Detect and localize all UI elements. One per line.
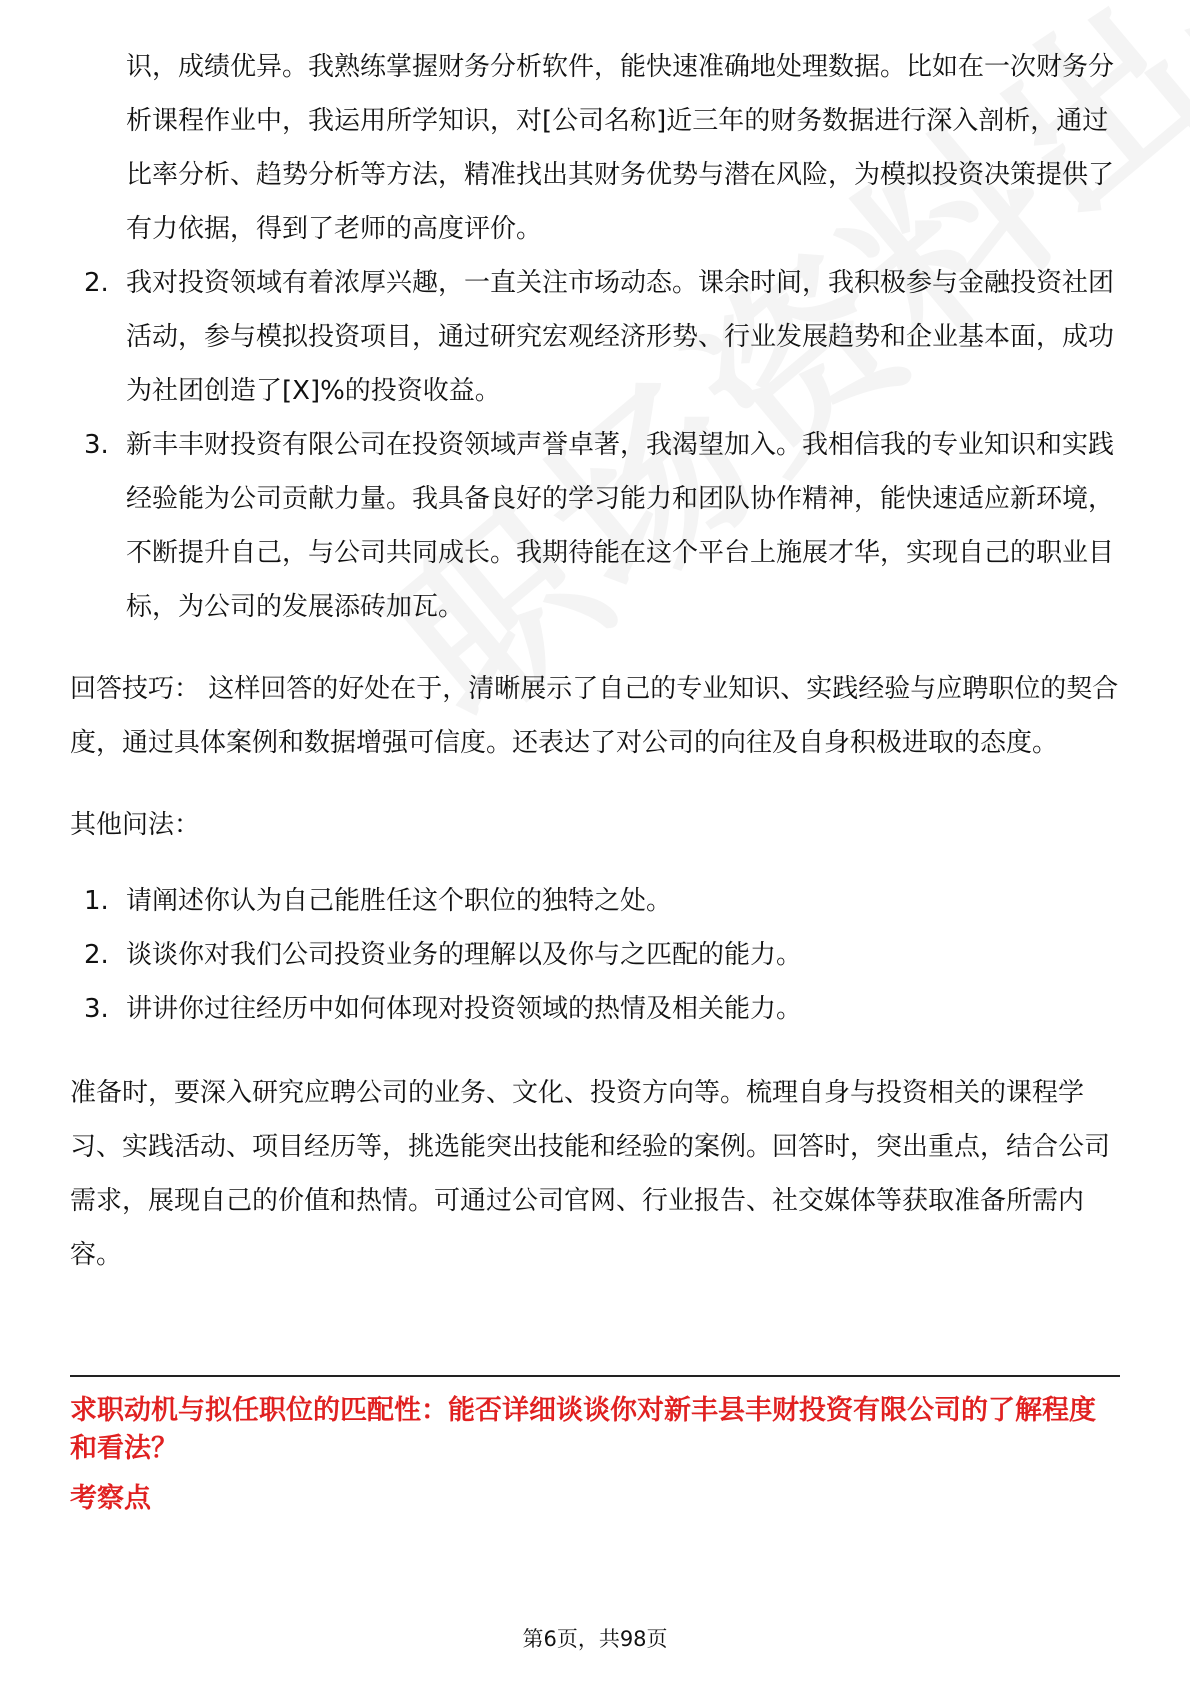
page-number: 第6页，共98页	[522, 1627, 668, 1651]
list-item	[70, 982, 1120, 1036]
section-divider	[70, 1375, 1120, 1377]
list-item	[70, 928, 1120, 982]
answer-list	[70, 256, 1120, 634]
list-item-number: 3.	[84, 430, 109, 460]
preparation-advice: 准备时，要深入研究应聘公司的业务、文化、投资方向等。梳理自身与投资相关的课程学习、实践活动、项目经历等，挑选能突出技能和经验的案例。回答时，突出重点，结合公司需求，展现自己的价值和热情。可通过公司官网、行业报告、社交媒体等获取准备所需内容。	[70, 1078, 1111, 1270]
list-item-number: 2.	[84, 940, 109, 970]
list-item	[70, 256, 1120, 418]
list-item-text: 我对投资领域有着浓厚兴趣，一直关注市场动态。课余时间，我积极参与金融投资社团活动，参与模拟投资项目，通过研究宏观经济形势、行业发展趋势和企业基本面，成功为社团创造了[X]%的投资收益。	[126, 268, 1115, 406]
list-item	[70, 418, 1120, 634]
answer-item-1-continuation	[70, 40, 1120, 256]
other-questions-heading: 其他问法：	[70, 810, 201, 840]
next-question-title: 求职动机与拟任职位的匹配性：能否详细谈谈你对新丰县丰财投资有限公司的了解程度和看法？	[70, 1395, 1096, 1464]
list-item	[70, 874, 1120, 928]
list-item-text: 新丰丰财投资有限公司在投资领域声誉卓著，我渴望加入。我相信我的专业知识和实践经验能为公司贡献力量。我具备良好的学习能力和团队协作精神，能快速适应新环境，不断提升自己，与公司共同成长。我期待能在这个平台上施展才华，实现自己的职业目标，为公司的发展添砖加瓦。	[126, 430, 1115, 622]
list-item-text: 请阐述你认为自己能胜任这个职位的独特之处。	[126, 886, 673, 916]
list-item-number: 3.	[84, 994, 109, 1024]
other-questions-list	[70, 874, 1120, 1036]
continuation-text: 识，成绩优异。我熟练掌握财务分析软件，能快速准确地处理数据。比如在一次财务分析课程作业中，我运用所学知识，对[公司名称]近三年的财务数据进行深入剖析，通过比率分析、趋势分析等方法，精准找出其财务优势与潜在风险，为模拟投资决策提供了有力依据，得到了老师的高度评价。	[126, 52, 1115, 244]
page-content	[70, 40, 1120, 1282]
list-item-text: 谈谈你对我们公司投资业务的理解以及你与之匹配的能力。	[126, 940, 803, 970]
list-item-number: 1.	[84, 886, 109, 916]
assessment-points-label: 考察点	[70, 1483, 151, 1514]
list-item-number: 2.	[84, 268, 109, 298]
list-item-text: 讲讲你过往经历中如何体现对投资领域的热情及相关能力。	[126, 994, 803, 1024]
answer-tips: 回答技巧： 这样回答的好处在于，清晰展示了自己的专业知识、实践经验与应聘职位的契合度，通过具体案例和数据增强可信度。还表达了对公司的向往及自身积极进取的态度。	[70, 674, 1119, 758]
